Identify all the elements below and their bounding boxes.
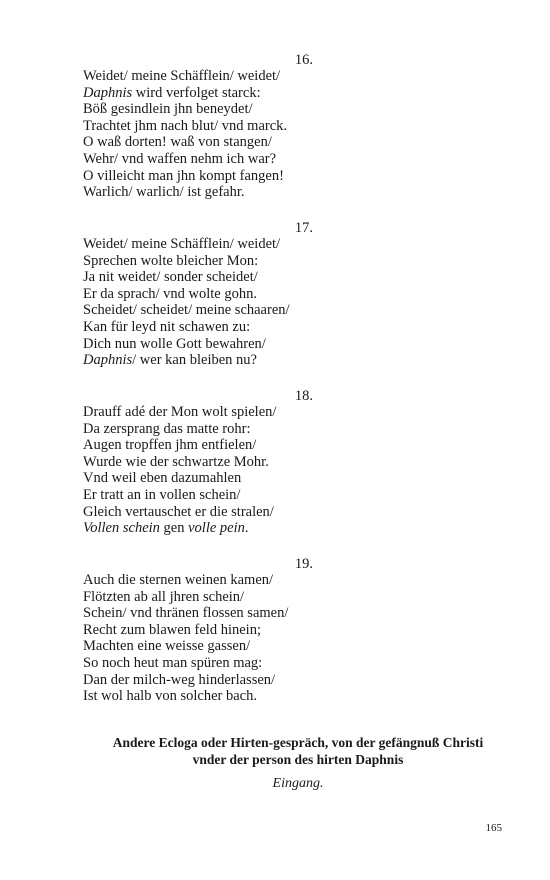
verse-line (83, 437, 313, 454)
stanza-number: 18. (294, 388, 313, 404)
verse-segment: O waß dorten! waß von stangen/ (83, 134, 272, 151)
verse-segment: Scheidet/ scheidet/ meine schaaren/ (83, 302, 290, 319)
verse-line (83, 672, 313, 689)
verse-line (83, 253, 313, 270)
section-heading-line-2: vnder der person des hirten Daphnis (192, 752, 404, 767)
verse-segment: Trachtet jhm nach blut/ vnd marck. (83, 117, 288, 134)
verse-segment-italic: Vollen schein (83, 520, 160, 537)
verse-line (83, 487, 313, 504)
verse-line (83, 622, 313, 639)
stanza-17 (83, 220, 313, 369)
verse-line (83, 319, 313, 336)
verse-line (83, 605, 313, 622)
stanza-number: 16. (294, 52, 313, 68)
verse-segment: So noch heut man spüren mag: (83, 654, 263, 671)
verse-segment: gen (159, 520, 189, 537)
verse-segment: Flötzten ab all jhren schein/ (83, 588, 245, 605)
verse-line (83, 101, 313, 118)
verse-line (83, 184, 313, 201)
verse-line (83, 134, 313, 151)
section-heading (50, 734, 546, 768)
verse-line (83, 454, 313, 471)
section-subheading: Eingang. (272, 776, 324, 791)
verse-line (83, 404, 313, 421)
verse-segment: Weidet/ meine Schäfflein/ weidet/ (83, 236, 281, 252)
verse-segment: . (244, 520, 249, 537)
verse-line (83, 336, 313, 353)
page-number: 165 (485, 822, 502, 834)
verse-segment: Schein/ vnd thränen flossen samen/ (83, 605, 289, 622)
verse-segment: Gleich vertauschet er die stralen/ (83, 503, 274, 520)
verse-segment-italic: Daphnis (83, 352, 133, 369)
verse-segment-italic: Daphnis (83, 84, 133, 101)
verse-segment: Ja nit weidet/ sonder scheidet/ (83, 269, 258, 286)
verse-line (83, 504, 313, 521)
verse-line (83, 520, 313, 537)
verse-segment: Ist wol halb von solcher bach. (83, 688, 257, 705)
stanza-number: 19. (294, 556, 313, 572)
verse-line (83, 352, 313, 369)
verse-line (83, 68, 313, 85)
verse-segment-italic: volle pein (188, 520, 245, 537)
verse-line (83, 286, 313, 303)
verse-line (83, 269, 313, 286)
verse-segment: Dan der milch-weg hinderlassen/ (83, 671, 276, 688)
verse-segment: Warlich/ warlich/ ist gefahr. (83, 184, 245, 201)
verse-segment: Dich nun wolle Gott bewahren/ (83, 335, 266, 352)
verse-line (83, 470, 313, 487)
verse-line (83, 85, 313, 102)
verse-segment: Wehr/ vnd waffen nehm ich war? (83, 150, 277, 167)
verse-segment: Böß gesindlein jhn beneydet/ (83, 101, 253, 118)
verse-segment: wird verfolget starck: (132, 84, 261, 101)
stanza-16 (83, 52, 313, 201)
verse-segment: Recht zum blawen feld hinein; (83, 621, 261, 638)
verse-segment: Augen tropffen jhm entfielen/ (83, 437, 257, 454)
verse-line (83, 118, 313, 135)
verse-segment: Kan für leyd nit schawen zu: (83, 318, 251, 335)
verse-segment: / wer kan bleiben nu? (132, 352, 257, 369)
verse-line (83, 421, 313, 438)
verse-line (83, 236, 313, 253)
verse-line (83, 151, 313, 168)
verse-line (83, 302, 313, 319)
verse-segment: Sprechen wolte bleicher Mon: (83, 252, 259, 269)
verse-line (83, 638, 313, 655)
stanza-number: 17. (294, 220, 313, 236)
verse-line (83, 688, 313, 705)
verse-segment: Machten eine weisse gassen/ (83, 638, 251, 655)
stanza-18 (83, 388, 313, 537)
stanza-19 (83, 556, 313, 705)
verse-line (83, 572, 313, 589)
verse-line (83, 589, 313, 606)
verse-segment: Auch die sternen weinen kamen/ (83, 572, 274, 588)
verse-segment: Er tratt an in vollen schein/ (83, 486, 241, 503)
verse-line (83, 168, 313, 185)
verse-segment: Drauff adé der Mon wolt spielen/ (83, 404, 277, 420)
section-heading-line-1: Andere Ecloga oder Hirten-gespräch, von der gefängnuß Christi (112, 735, 484, 750)
verse-segment: Da zersprang das matte rohr: (83, 420, 251, 437)
verse-segment: Vnd weil eben dazumahlen (83, 470, 242, 487)
verse-line (83, 655, 313, 672)
verse-segment: Wurde wie der schwartze Mohr. (83, 453, 269, 470)
verse-segment: Weidet/ meine Schäfflein/ weidet/ (83, 68, 281, 84)
verse-segment: O villeicht man jhn kompt fangen! (83, 167, 284, 184)
verse-segment: Er da sprach/ vnd wolte gohn. (83, 285, 257, 302)
